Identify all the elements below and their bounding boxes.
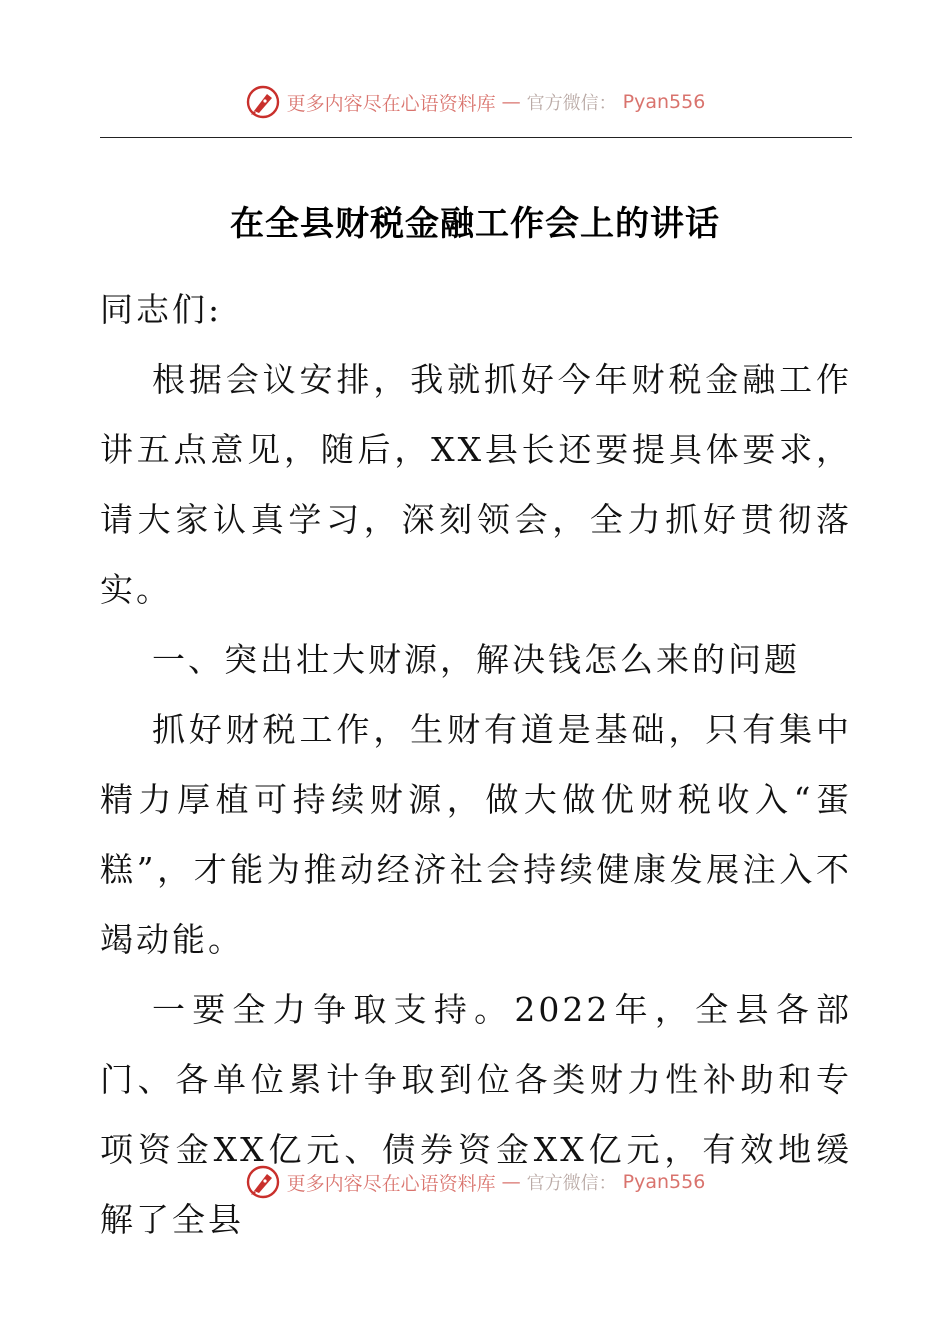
section-heading: 一、突出壮大财源，解决钱怎么来的问题 (152, 640, 800, 679)
banner-dash: — (501, 1171, 521, 1193)
banner-main-text: 更多内容尽在心语资料库 (286, 1172, 496, 1195)
banner-wechat-id: Pyan556 (622, 91, 706, 113)
salutation: 同志们: (100, 290, 223, 329)
banner-wechat-label: 官方微信： (526, 93, 617, 114)
body-paragraph: 根据会议安排，我就抓好今年财税金融工作讲五点意见，随后，XX县长还要提具体要求，请大家认真学习，深刻领会，全力抓好贯彻落实。 (100, 360, 852, 609)
header-rule (100, 137, 852, 138)
banner-wechat-label: 官方微信： (526, 1173, 617, 1194)
document-body (100, 275, 852, 1255)
banner-dash: — (501, 91, 521, 113)
pen-nib-logo-icon (245, 1164, 281, 1200)
body-paragraph: 一要全力争取支持。2022年，全县各部门、各单位累计争取到位各类财力性补助和专项资金XX亿元、债券资金XX亿元，有效地缓解了全县 (100, 990, 852, 1239)
header-watermark-banner (0, 84, 950, 120)
banner-main-text: 更多内容尽在心语资料库 (286, 92, 496, 115)
pen-nib-logo-icon (245, 84, 281, 120)
footer-watermark-banner (0, 1164, 950, 1200)
banner-wechat-id: Pyan556 (622, 1171, 706, 1193)
body-paragraph: 抓好财税工作，生财有道是基础，只有集中精力厚植可持续财源，做大做优财税收入“蛋糕”，才能为推动经济社会持续健康发展注入不竭动能。 (100, 710, 852, 959)
document-title: 在全县财税金融工作会上的讲话 (230, 204, 720, 244)
